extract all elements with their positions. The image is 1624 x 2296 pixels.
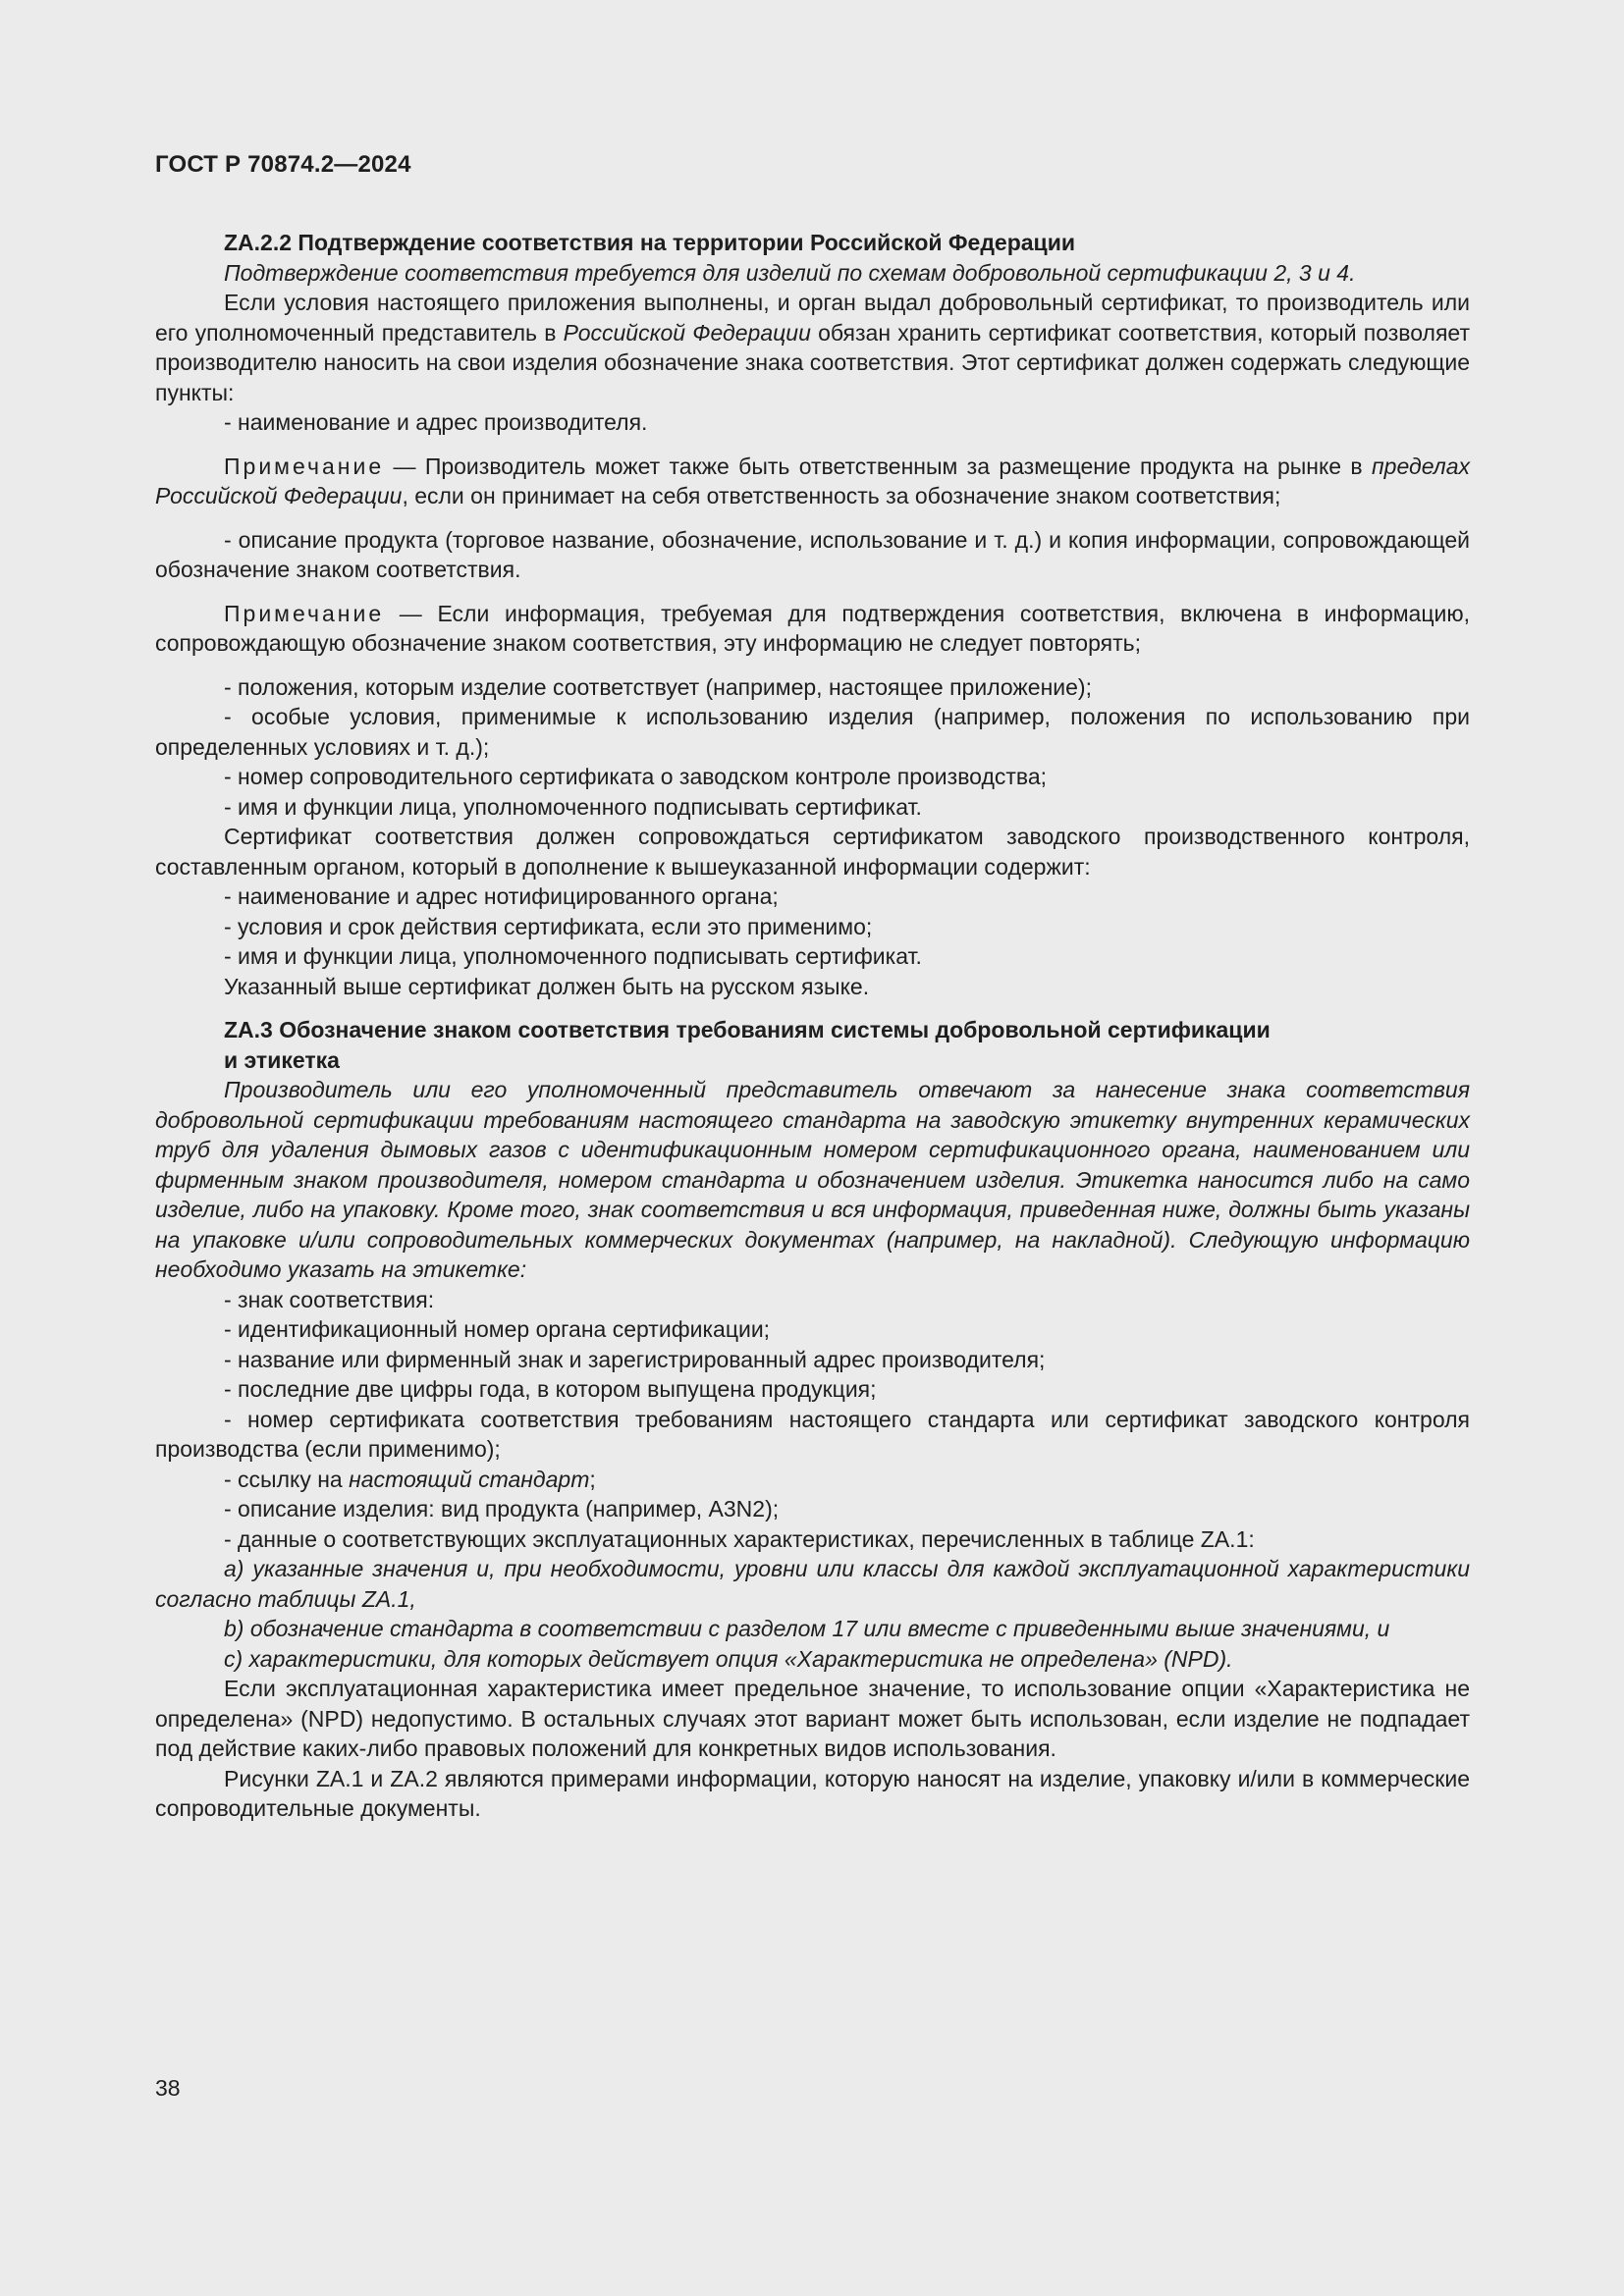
section-heading-za-3: ZA.3 Обозначение знаком соответствия требованиям системы добровольной сертификации и этикетка [224,1017,1271,1073]
sub-list-item: c) характеристики, для которых действует опция «Характеристика не определена» (NPD). [224,1645,1233,1672]
list-item: - идентификационный номер органа сертификации; [224,1316,771,1342]
list-item: - наименование и адрес нотифицированного органа; [224,883,779,909]
note: Примечание — Производитель может также быть ответственным за размещение продукта на рынке в пределах Российской Федерации, если он принимает на себя ответственность за обозначение знаком соответствия; [155,453,1470,508]
sub-list-item: b) обозначение стандарта в соответствии с разделом 17 или вместе с приведенными выше значениями, и [224,1616,1390,1641]
list-item: - название или фирменный знак и зарегистрированный адрес производителя; [224,1346,1046,1372]
list-item: - наименование и адрес производителя. [224,409,648,435]
document-header: ГОСТ Р 70874.2—2024 [155,151,411,178]
paragraph: Рисунки ZA.1 и ZA.2 являются примерами информации, которую наносят на изделие, упаковку и/или в коммерческие сопроводительные документы. [155,1765,1470,1821]
paragraph: Указанный выше сертификат должен быть на русском языке. [224,973,870,999]
list-item: - номер сопроводительного сертификата о заводском контроле производства; [224,764,1048,789]
list-item: - последние две цифры года, в котором выпущена продукция; [224,1376,877,1402]
list-item: - имя и функции лица, уполномоченного подписывать сертификат. [224,943,922,969]
list-item: - знак соответствия: [224,1286,435,1312]
list-item: - описание изделия: вид продукта (например, A3N2); [224,1496,780,1522]
paragraph: Если условия настоящего приложения выполнены, и орган выдал добровольный сертификат, то производитель или его уполномоченный представитель в Российской Федерации обязан хранить сертификат соответствия, который позволяет производителю наносить на свои изделия обозначение знака соответствия. Этот сертификат должен содержать следующие пункты: [155,290,1470,405]
list-item: - данные о соответствующих эксплуатационных характеристиках, перечисленных в таблице ZA.1: [224,1525,1255,1552]
list-item: - условия и срок действия сертификата, если это применимо; [224,913,873,939]
paragraph: Производитель или его уполномоченный представитель отвечают за нанесение знака соответствия добровольной сертификации требованиям настоящего стандарта на заводскую этикетку внутренних керамических труб для удаления дымовых газов с идентификационным номером сертификационного органа, наименованием или фирменным знаком производителя, номером стандарта и обозначением изделия. Этикетка наносится либо на само изделие, либо на упаковку. Кроме того, знак соответствия и вся информация, приведенная ниже, должны быть указаны на упаковке и/или сопроводительных коммерческих документах (например, на накладной). Следующую информацию необходимо указать на этикетке: [155,1077,1470,1282]
document-body [155,228,1470,1824]
list-item: - положения, которым изделие соответствует (например, настоящее приложение); [224,673,1092,700]
page-number: 38 [155,2075,181,2101]
paragraph: Сертификат соответствия должен сопровождаться сертификатом заводского производственного контроля, составленным органом, который в дополнение к вышеуказанной информации содержит: [155,824,1470,880]
note: Примечание — Если информация, требуемая для подтверждения соответствия, включена в информацию, сопровождающую обозначение знаком соответствия, эту информацию не следует повторять; [155,600,1470,656]
section-heading-za-2-2: ZA.2.2 Подтверждение соответствия на территории Российской Федерации [224,230,1075,255]
paragraph: Если эксплуатационная характеристика имеет предельное значение, то использование опции «Характеристика не определена» (NPD) недопустимо. В остальных случаях этот вариант может быть использован, если изделие не подпадает под действие каких-либо правовых положений для конкретных видов использования. [155,1676,1470,1761]
paragraph: Подтверждение соответствия требуется для изделий по схемам добровольной сертификации 2, 3 и 4. [224,259,1356,286]
sub-list-item: a) указанные значения и, при необходимости, уровни или классы для каждой эксплуатационной характеристики согласно таблицы ZA.1, [155,1556,1470,1612]
list-item: - имя и функции лица, уполномоченного подписывать сертификат. [224,793,922,820]
list-item: - особые условия, применимые к использованию изделия (например, положения по использованию при определенных условиях и т. д.); [155,704,1470,760]
list-item: - номер сертификата соответствия требованиям настоящего стандарта или сертификат заводского контроля производства (если применимо); [155,1406,1470,1462]
list-item: - описание продукта (торговое название, обозначение, использование и т. д.) и копия информации, сопровождающей обозначение знаком соответствия. [155,526,1470,582]
list-item: - ссылку на настоящий стандарт; [224,1466,596,1492]
